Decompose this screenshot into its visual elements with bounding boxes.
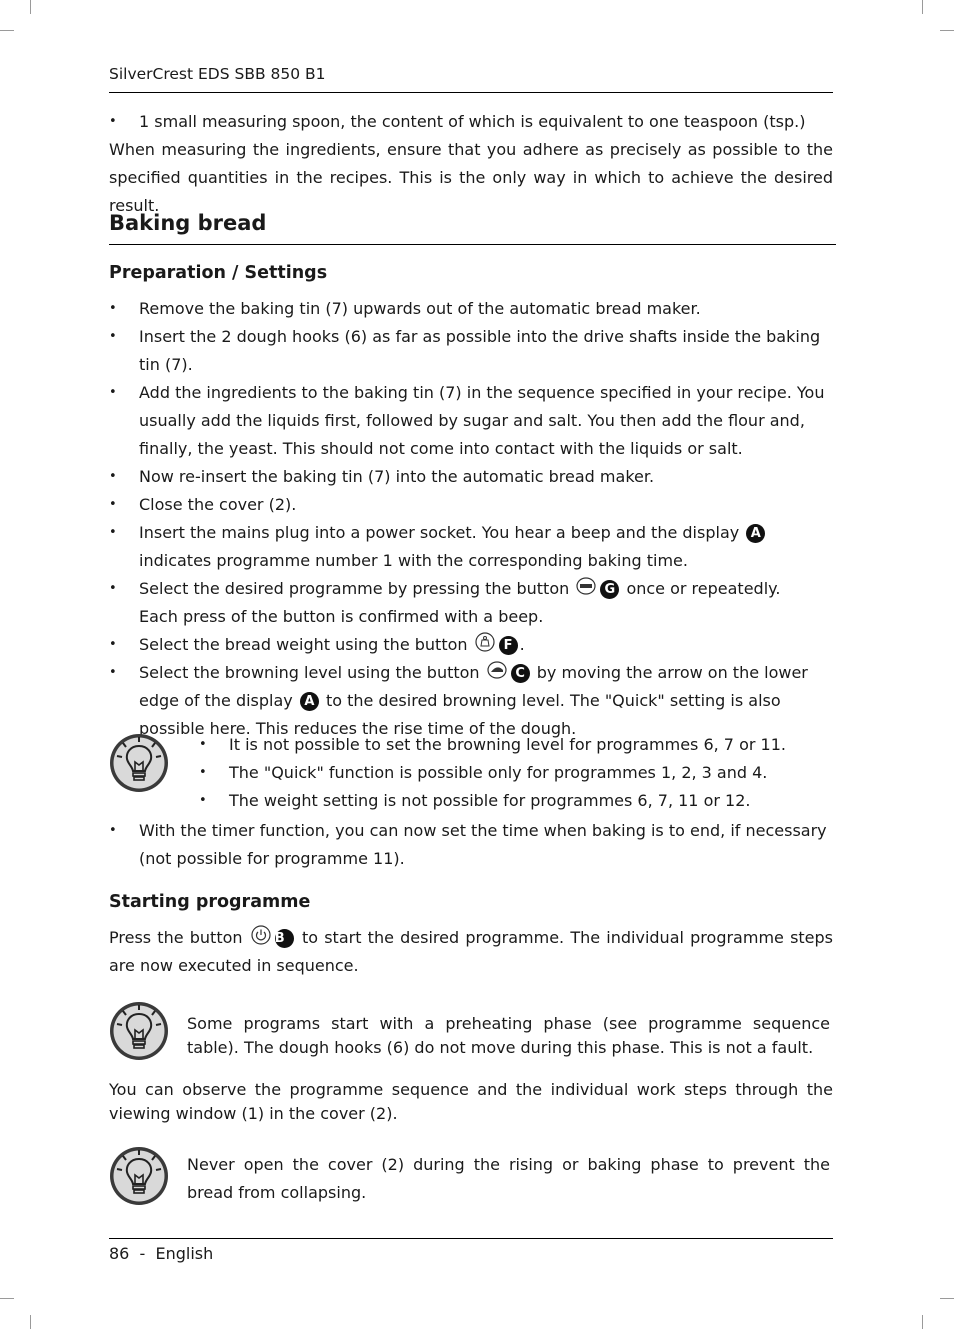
label-g-icon: G: [600, 580, 619, 599]
crop-mark: [0, 1298, 14, 1299]
section-title: Baking bread: [109, 206, 836, 245]
note-preheating: Some programs start with a preheating phase (see programme sequence table). The dough hooks (6) do not move during this phase. This is not a fault.: [187, 1014, 830, 1057]
list-item: • It is not possible to set the browning level for programmes 6, 7 or 11.: [199, 731, 833, 759]
page-footer: [109, 1238, 833, 1269]
subsection-title-starting: Starting programme: [109, 892, 311, 912]
observe-paragraph: You can observe the programme sequence and the individual work steps through the viewing window (1) in the cover (2).: [109, 1080, 833, 1123]
list-item: • The "Quick" function is possible only for programmes 1, 2, 3 and 4.: [199, 759, 833, 787]
page-number: 86: [109, 1244, 130, 1263]
list-item-text: Select the desired programme by pressing the button: [139, 579, 570, 598]
crop-mark: [922, 1315, 923, 1329]
list-item-text: Insert the mains plug into a power socket. You hear a beep and the display: [139, 523, 740, 542]
intro-paragraph: When measuring the ingredients, ensure that you adhere as precisely as possible to the specified quantities in the recipes. This is the only way in which to achieve the desired result.: [109, 140, 833, 215]
list-item: • 1 small measuring spoon, the content of which is equivalent to one teaspoon (tsp.): [109, 108, 833, 136]
list-item-text: indicates programme number 1 with the corresponding baking time.: [139, 551, 688, 570]
list-item: [109, 575, 833, 631]
list-item: • The weight setting is not possible for programmes 6, 7, 11 or 12.: [199, 787, 833, 815]
intro-list: [109, 108, 833, 136]
paragraph-text: to start the desired programme. The individual programme steps are now executed in sequence.: [109, 928, 834, 975]
light-bulb-icon: [108, 732, 170, 794]
list-item-text: to the desired browning level. The "Quick" setting is also possible here. This reduces the rise time of the dough.: [139, 691, 781, 738]
list-item-text: .: [519, 635, 525, 654]
preparation-list: [109, 295, 833, 743]
note-never-open: Never open the cover (2) during the rising or baking phase to prevent the bread from collapsing.: [187, 1155, 830, 1202]
label-a-icon: A: [300, 692, 319, 711]
crop-mark: [30, 1315, 31, 1329]
list-item: [109, 519, 833, 575]
label-f-icon: F: [499, 636, 518, 655]
list-item-text: Each press of the button is confirmed with a beep.: [139, 607, 544, 626]
list-item: • Insert the 2 dough hooks (6) as far as possible into the drive shafts inside the baking tin (7).: [109, 323, 833, 379]
note-list-block: [199, 731, 833, 815]
timer-list: [109, 817, 833, 873]
crop-mark: [922, 0, 923, 14]
label-b-icon: B: [275, 929, 294, 948]
list-item-text: once or repeatedly.: [626, 579, 781, 598]
list-item: • Now re-insert the baking tin (7) into the automatic bread maker.: [109, 463, 833, 491]
list-item: • With the timer function, you can now set the time when baking is to end, if necessary (not possible for programme 11).: [109, 817, 833, 873]
note-list: [199, 731, 833, 815]
start-stop-button-icon: [251, 925, 271, 945]
list-item-text: by moving the arrow on the lower edge of the display: [139, 663, 808, 710]
page-header: [109, 62, 833, 93]
list-item: • Close the cover (2).: [109, 491, 833, 519]
start-paragraph: [109, 924, 833, 980]
preparation-list-block: [109, 295, 833, 743]
menu-button-icon: [576, 576, 596, 596]
light-bulb-icon: [108, 1145, 170, 1207]
footer-language: English: [155, 1244, 214, 1263]
label-a-icon: A: [746, 524, 765, 543]
crop-mark: [940, 1298, 954, 1299]
label-c-icon: C: [511, 664, 530, 683]
light-bulb-icon: [108, 1000, 170, 1062]
subsection-title-preparation: Preparation / Settings: [109, 263, 328, 283]
header-title: SilverCrest EDS SBB 850 B1: [109, 65, 326, 83]
paragraph-text: Press the button: [109, 928, 243, 947]
crop-mark: [940, 30, 954, 31]
list-item: • Add the ingredients to the baking tin (7) in the sequence specified in your recipe. You usually add the liquids first, followed by sugar and salt. You then add the flour and, finally, the yeast. This should not come into contact with the liquids or salt.: [109, 379, 833, 463]
footer-separator: -: [139, 1244, 146, 1263]
list-item-text: Select the browning level using the button: [139, 663, 480, 682]
timer-block: [109, 817, 833, 873]
weight-button-icon: [475, 632, 495, 652]
list-item: [109, 631, 833, 659]
list-item-text: Select the bread weight using the button: [139, 635, 468, 654]
browning-button-icon: [487, 660, 507, 680]
crop-mark: [30, 0, 31, 14]
list-item: • Remove the baking tin (7) upwards out of the automatic bread maker.: [109, 295, 833, 323]
crop-mark: [0, 30, 14, 31]
intro-block: [109, 108, 833, 220]
